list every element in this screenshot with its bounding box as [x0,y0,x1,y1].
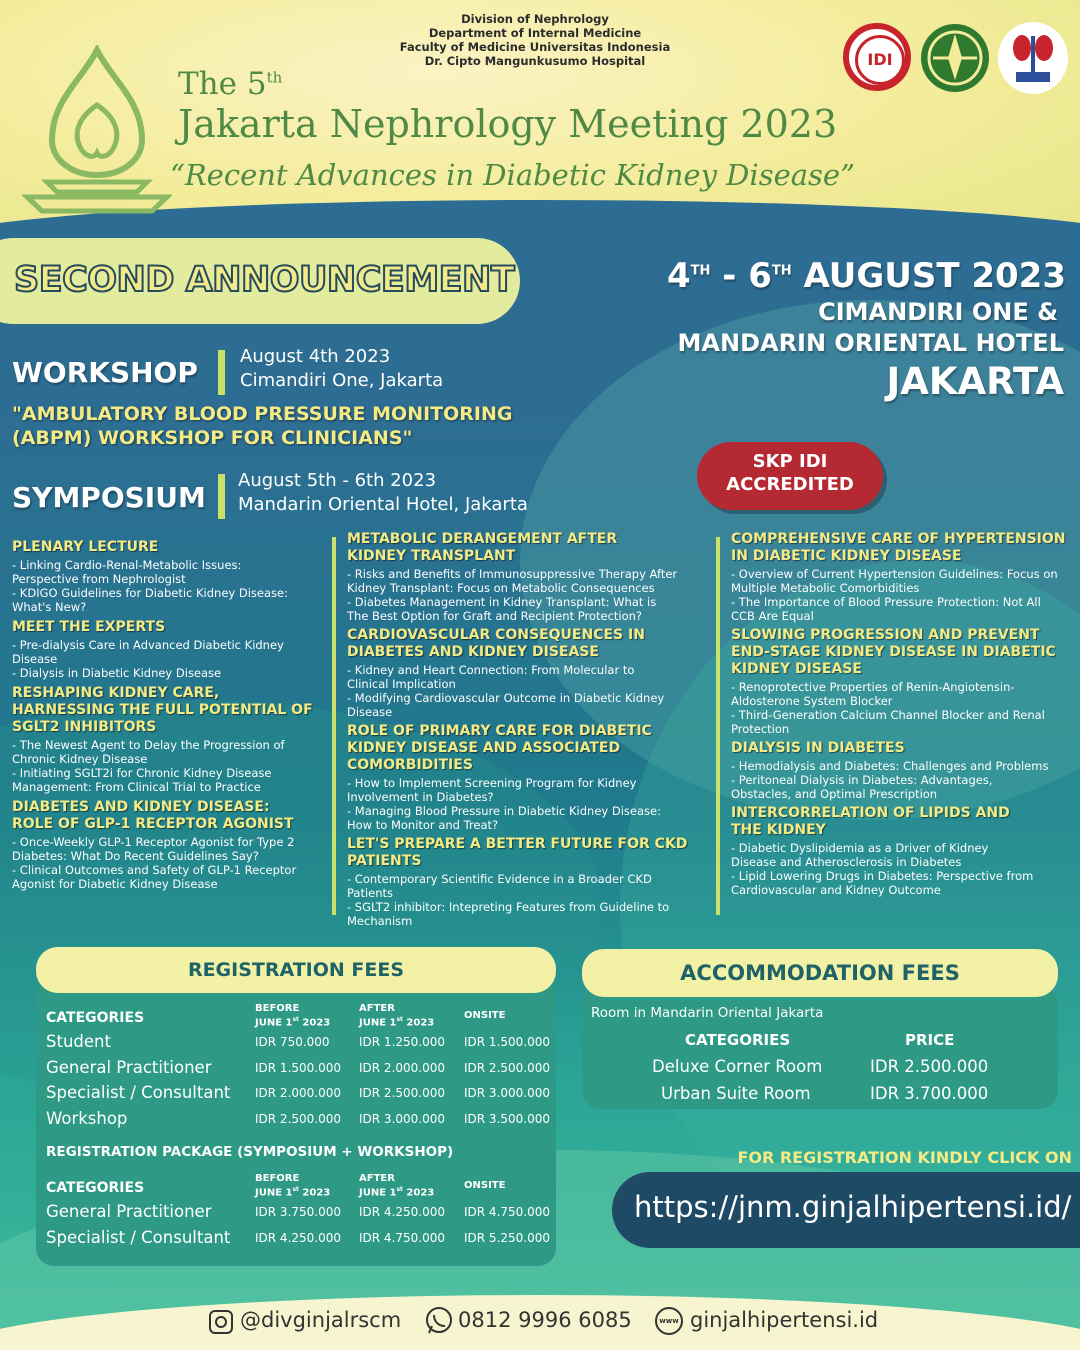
topic-item: - Hemodialysis and Diabetes: Challenges and Problems [731,759,1049,773]
topic-title: ROLE OF GLP-1 RECEPTOR AGONIST [12,816,294,832]
table-header: CATEGORIES [46,1010,145,1026]
topic-item: Aldosterone System Blocker [731,694,893,708]
topic-title: RESHAPING KIDNEY CARE, [12,685,220,701]
table-header: CATEGORIES [46,1180,145,1196]
table-header: ONSITE [464,1180,506,1191]
instagram-handle[interactable]: @divginjalrscm [240,1308,402,1332]
fee-category: General Practitioner [46,1202,212,1221]
table-header: AFTER JUNE 1st 2023 [359,1003,435,1029]
topic-item: - Third-Generation Calcium Channel Blocker and Renal [731,708,1045,722]
fee-category: General Practitioner [46,1057,212,1077]
topic-title: KIDNEY TRANSPLANT [347,548,516,564]
table-header: ONSITE [464,1010,506,1021]
table-header: CATEGORIES [685,1031,791,1049]
fee-before: IDR 2.500.000 [255,1111,342,1126]
topic-item: - Pre-dialysis Care in Advanced Diabetic Kidney [12,638,284,652]
workshop-place: Cimandiri One, Jakarta [240,370,444,391]
topic-item: Clinical Implication [347,677,456,691]
fee-onsite: IDR 2.500.000 [464,1060,551,1075]
nephrology-logo [998,22,1068,94]
topic-item: Involvement in Diabetes? [347,790,494,804]
fee-after: IDR 1.250.000 [359,1035,446,1049]
divider-bar [218,350,225,395]
room-price: IDR 2.500.000 [870,1057,989,1076]
topic-title: DIABETES AND KIDNEY DISEASE: [12,799,270,815]
institution-line: Faculty of Medicine Universitas Indonesia [399,40,671,54]
topic-item: Disease [12,652,58,666]
topic-item: - Peritoneal Dialysis in Diabetes: Advantages, [731,773,993,787]
topic-item: - Linking Cardio-Renal-Metabolic Issues: [12,558,242,572]
fee-onsite: IDR 3.500.000 [464,1111,551,1126]
symposium-label: SYMPOSIUM [12,481,206,514]
ui-emblem-icon [918,20,992,96]
fee-after: IDR 2.500.000 [359,1086,446,1100]
fee-before: IDR 750.000 [255,1035,330,1049]
topic-title: END-STAGE KIDNEY DISEASE IN DIABETIC [731,644,1056,660]
fee-onsite: IDR 3.000.000 [464,1086,551,1100]
idi-logo: IDI [843,23,911,91]
topic-item: - The Newest Agent to Delay the Progression of [12,738,285,752]
topic-title: INTERCORRELATION OF LIPIDS AND [731,805,1010,821]
topic-title: CARDIOVASCULAR CONSEQUENCES IN [347,627,645,643]
topic-item: - How to Implement Screening Program for Kidney [347,776,637,790]
divider-bar [218,474,225,519]
fee-onsite: IDR 1.500.000 [464,1035,551,1049]
topic-title: MEET THE EXPERTS [12,619,166,635]
event-title: Jakarta Nephrology Meeting 2023 [178,102,838,146]
fee-category: Student [46,1032,111,1051]
table-header: PRICE [905,1031,955,1049]
topic-item: Perspective from Nephrologist [12,572,186,586]
topic-item: Disease [347,705,393,719]
topic-item: - Contemporary Scientific Evidence in a Broader CKD [347,872,652,886]
topic-item: - Managing Blood Pressure in Diabetic Kidney Disease: [347,804,661,818]
table-header: AFTER JUNE 1st 2023 [359,1173,435,1199]
topic-title: THE KIDNEY [731,822,826,838]
workshop-title: (ABPM) WORKSHOP FOR CLINICIANS" [12,427,413,449]
topic-item: - Renoprotective Properties of Renin-Angiotensin- [731,680,1015,694]
topic-item: - Overview of Current Hypertension Guidelines: Focus on [731,567,1058,581]
topic-item: CCB Are Equal [731,609,814,623]
topic-item: How to Monitor and Treat? [347,818,499,832]
topic-title: KIDNEY DISEASE [731,661,862,677]
topic-item: Multiple Metabolic Comorbidities [731,581,920,595]
fee-onsite: IDR 4.750.000 [464,1205,551,1219]
registration-url[interactable]: https://jnm.ginjalhipertensi.id/ [634,1190,1072,1224]
event-theme: “Recent Advances in Diabetic Kidney Disease” [170,158,855,192]
fee-before: IDR 1.500.000 [255,1060,342,1075]
whatsapp-number[interactable]: 0812 9996 6085 [458,1308,632,1332]
fee-after: IDR 3.000.000 [359,1111,446,1126]
topic-item: - Diabetes Management in Kidney Transplant: What is [347,595,657,609]
globe-icon: www [655,1307,683,1335]
workshop-date: August 4th 2023 [240,346,391,367]
registration-link-button[interactable] [612,1172,1080,1248]
venue-city: JAKARTA [886,360,1064,403]
topic-item: - Initiating SGLT2i for Chronic Kidney Disease [12,766,272,780]
topic-item: - Diabetic Dyslipidemia as a Driver of Kidney [731,841,989,855]
topic-title: COMORBIDITIES [347,757,473,773]
workshop-label: WORKSHOP [12,356,198,389]
topic-title: ROLE OF PRIMARY CARE FOR DIABETIC [347,723,652,739]
topic-item: Management: From Clinical Trial to Practice [12,780,261,794]
fee-before: IDR 3.750.000 [255,1205,342,1219]
skp-badge: SKP IDI ACCREDITED [697,442,883,510]
whatsapp-icon [424,1306,454,1336]
topic-item: - Lipid Lowering Drugs in Diabetes: Perspective from [731,869,1034,883]
table-header: BEFORE JUNE 1st 2023 [255,1003,331,1029]
fee-category: Workshop [46,1108,128,1128]
package-heading: REGISTRATION PACKAGE (SYMPOSIUM + WORKSHOP) [46,1144,454,1160]
topic-title: SLOWING PROGRESSION AND PREVENT [731,627,1040,643]
institution-line: Division of Nephrology [461,12,609,26]
instagram-icon [209,1310,233,1334]
fee-after: IDR 4.750.000 [359,1230,446,1245]
topic-item: - Risks and Benefits of Immunosuppressive Therapy After [347,567,678,581]
topic-item: Disease and Atherosclerosis in Diabetes [731,855,962,869]
registration-heading: REGISTRATION FEES [36,947,556,993]
topic-title: COMPREHENSIVE CARE OF HYPERTENSION [731,531,1066,547]
topic-title: LET'S PREPARE A BETTER FUTURE FOR CKD [347,836,688,852]
topic-item: - Modifying Cardiovascular Outcome in Diabetic Kidney [347,691,665,705]
topic-item: Cardiovascular and Kidney Outcome [731,883,941,897]
topic-item: - Clinical Outcomes and Safety of GLP-1 Receptor [12,863,297,877]
topic-item: Obstacles, and Optimal Prescription [731,787,938,801]
fee-after: IDR 4.250.000 [359,1205,446,1219]
topic-title: KIDNEY DISEASE AND ASSOCIATED [347,740,621,756]
room-name: Urban Suite Room [661,1084,811,1103]
symposium-place: Mandarin Oriental Hotel, Jakarta [238,494,528,515]
room-name: Deluxe Corner Room [652,1057,823,1076]
topic-item: Agonist for Diabetic Kidney Disease [12,877,218,891]
accommodation-subtitle: Room in Mandarin Oriental Jakarta [591,1005,824,1021]
fee-category: Specialist / Consultant [46,1083,231,1102]
topic-title: SGLT2 INHIBITORS [12,719,157,735]
edition-label: The 5th [178,66,283,102]
fee-before: IDR 2.000.000 [255,1086,342,1100]
topic-title: DIABETES AND KIDNEY DISEASE [347,644,599,660]
topic-item: Kidney Transplant: Focus on Metabolic Consequences [347,581,655,595]
kidney-icon [998,22,1068,94]
topic-title: IN DIABETIC KIDNEY DISEASE [731,548,962,564]
topic-item: - The Importance of Blood Pressure Protection: Not All [731,595,1041,609]
registration-cta-label: FOR REGISTRATION KINDLY CLICK ON [737,1148,1072,1167]
accommodation-heading: ACCOMMODATION FEES [582,949,1058,997]
table-header: BEFORE JUNE 1st 2023 [255,1173,331,1199]
workshop-title: "AMBULATORY BLOOD PRESSURE MONITORING [12,403,513,425]
institution-line: Dr. Cipto Mangunkusumo Hospital [424,54,646,68]
fee-onsite: IDR 5.250.000 [464,1230,551,1245]
topic-item: - KDIGO Guidelines for Diabetic Kidney Disease: [12,586,288,600]
website-link[interactable]: ginjalhipertensi.id [690,1308,879,1332]
topic-item: Diabetes: What Do Recent Guidelines Say? [12,849,259,863]
topic-title: PATIENTS [347,853,422,869]
topic-title: METABOLIC DERANGEMENT AFTER [347,531,618,547]
topic-item: Patients [347,886,394,900]
topic-item: - SGLT2 inhibitor: Intepreting Features from Guideline to [347,900,670,914]
column-divider [332,537,336,915]
fee-category: Specialist / Consultant [46,1227,231,1247]
topic-item: - Dialysis in Diabetic Kidney Disease [12,666,222,680]
topic-item: Chronic Kidney Disease [12,752,148,766]
fee-before: IDR 4.250.000 [255,1230,342,1245]
topic-item: - Kidney and Heart Connection: From Molecular to [347,663,635,677]
topic-item: The Best Option for Graft and Recipient Protection? [347,609,643,623]
topic-item: What's New? [12,600,87,614]
column-divider [716,537,720,915]
topic-item: Mechanism [347,914,413,928]
topic-item: Protection [731,722,790,736]
room-price: IDR 3.700.000 [870,1084,989,1103]
venue-line: CIMANDIRI ONE & [818,298,1058,326]
symposium-date: August 5th - 6th 2023 [238,470,437,491]
topic-title: DIALYSIS IN DIABETES [731,740,905,756]
topic-item: - Once-Weekly GLP-1 Receptor Agonist for Type 2 [12,835,295,849]
fee-after: IDR 2.000.000 [359,1060,446,1075]
topic-title: PLENARY LECTURE [12,539,159,555]
institution-line: Department of Internal Medicine [428,26,642,40]
lamp-logo-icon [22,45,172,215]
event-dates: 4TH - 6TH AUGUST 2023 [666,256,1066,296]
venue-line: MANDARIN ORIENTAL HOTEL [677,329,1064,357]
announcement-text: SECOND ANNOUNCEMENT [14,260,515,300]
topic-title: HARNESSING THE FULL POTENTIAL OF [12,702,313,718]
